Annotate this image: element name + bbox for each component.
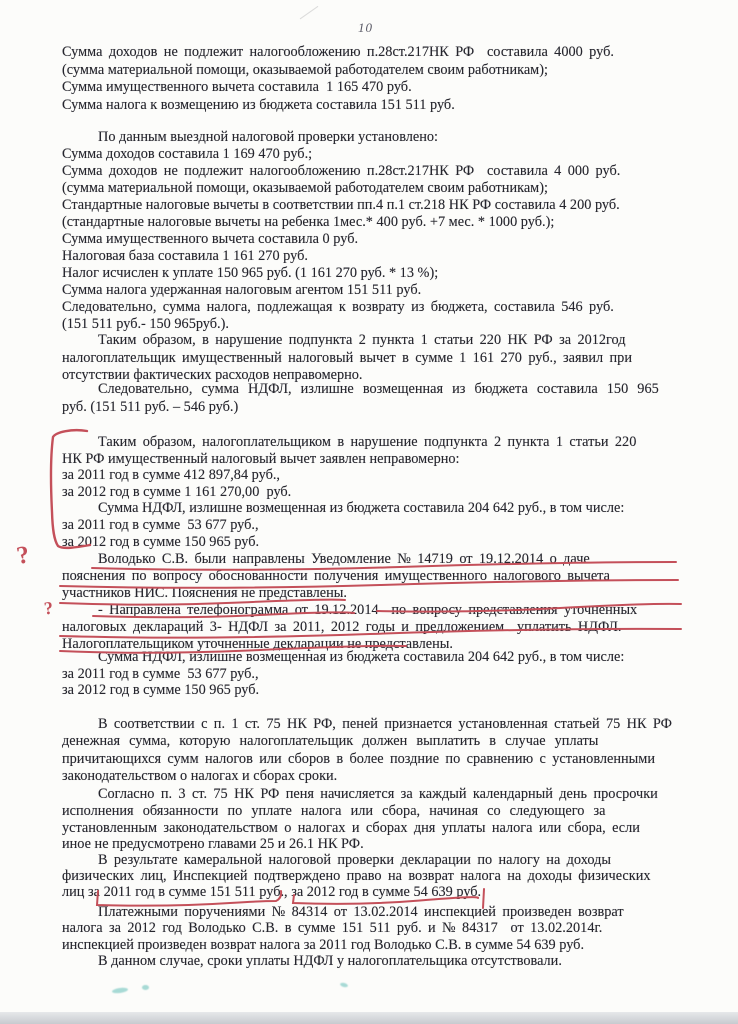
text-line: за 2012 год в сумме 1 161 270,00 руб.	[62, 483, 292, 500]
text-line: Володько С.В. были направлены Уведомление № 14719 от 19.12.2014 о даче	[98, 551, 590, 567]
paragraph-audit-findings	[62, 129, 682, 333]
text-line: Сумма НДФЛ, излишне возмещенная из бюджета составила 204 642 руб., в том числе:	[98, 500, 625, 517]
text-line: - Направлена телефонограмма от 19.12.2014 по вопросу представления уточненных	[98, 602, 638, 618]
question-mark-icon: ?	[14, 541, 32, 570]
scan-edge-shadow	[0, 1012, 738, 1024]
text-line: Следовательно, сумма НДФЛ, излишне возмещенная из бюджета составила 150 965	[98, 381, 659, 397]
text-line: за 2011 год в сумме 53 677 руб.,	[62, 665, 259, 682]
text-line: НК РФ имущественный налоговый вычет заявлен неправомерно:	[62, 450, 460, 467]
page-number: 10	[358, 20, 373, 35]
text-line: Сумма имущественного вычета составила 1 165 470 руб.	[62, 79, 412, 95]
text-line: Налог исчислен к уплате 150 965 руб. (1 161 270 руб. * 13 %);	[62, 265, 439, 281]
text-line: Согласно п. 3 ст. 75 НК РФ пеня начисляется за каждый календарный день просрочки	[98, 786, 658, 802]
text-line: Сумма имущественного вычета составила 0 руб.	[62, 231, 359, 247]
text-line: исполнения обязанности по уплате налога или сбора, начиная со следующего за	[62, 802, 606, 819]
text-line: за 2011 год в сумме 53 677 руб.,	[62, 516, 259, 533]
text-line: денежная сумма, которую налогоплательщик должен выплатить в случае уплаты	[62, 733, 599, 750]
text-line: (стандартные налоговые вычеты на ребенка 1мес.* 400 руб. +7 мес. * 1000 руб.);	[62, 214, 555, 230]
text-line: Сумма НДФЛ, излишне возмещенная из бюджета составила 204 642 руб., в том числе:	[98, 649, 625, 665]
paragraph-violation-summary	[62, 434, 682, 550]
text-line: Следовательно, сумма налога, подлежащая к возврату из бюджета, составила 546 руб.	[62, 299, 614, 315]
paragraph-ndfl-overrefund-2012	[62, 381, 682, 416]
text-line: По данным выездной налоговой проверки установлено:	[98, 129, 439, 145]
text-line: Сумма доходов не подлежит налогообложению п.28ст.217НК РФ составила 4000 руб.	[62, 44, 614, 60]
text-line: участников НИС. Пояснения не представлены.	[62, 585, 347, 601]
paragraph-desk-audit-refund	[62, 853, 682, 900]
text-line: физических лиц, Инспекцией подтверждено право на возврат налога на доходы физических	[62, 867, 651, 884]
paragraph-declared-amounts	[62, 44, 682, 114]
text-line: инспекцией произведен возврат налога за 2011 год Володько С.В. в сумме 54 639 руб.	[62, 936, 585, 953]
text-line: налогоплательщик имущественный налоговый вычет в сумме 1 161 270 руб., заявил при	[62, 349, 632, 366]
text-line: налоговых деклараций 3- НДФЛ за 2011, 2012 годы и предложением уплатить НДФЛ.	[62, 619, 622, 635]
text-line: руб. (151 511 руб. – 546 руб.)	[62, 398, 239, 415]
ink-speck	[142, 985, 149, 990]
ink-speck	[112, 987, 129, 994]
text-line: пояснения по вопросу обоснованности получения имущественного налогового вычета	[62, 568, 610, 584]
text-line: Сумма доходов составила 1 169 470 руб.;	[62, 146, 313, 162]
text-line: В результате камеральной налоговой проверки декларации по налогу на доходы	[98, 852, 611, 868]
text-line: лиц за 2011 год в сумме 151 511 руб., за 2012 год в сумме 54 639 руб.	[62, 883, 482, 900]
text-line: за 2012 год в сумме 150 965 руб.	[62, 682, 260, 698]
text-line: Платежными поручениями № 84314 от 13.02.2014 инспекцией произведен возврат	[98, 904, 624, 920]
paragraph-overrefund-totals	[62, 649, 682, 699]
text-line: Стандартные налоговые вычеты в соответствии пп.4 п.1 ст.218 НК РФ составила 4 200 руб.	[62, 197, 620, 213]
ink-speck	[340, 982, 349, 988]
text-line: (сумма материальной помощи, оказываемой работодателем своим работникам);	[62, 61, 548, 78]
text-line: иное не предусмотрено главами 25 и 26.1 НК РФ.	[62, 836, 364, 853]
text-line: (151 511 руб.- 150 965руб.).	[62, 316, 229, 332]
text-line: Сумма доходов не подлежит налогообложению п.28ст.217НК РФ составила 4 000 руб.	[62, 163, 621, 179]
text-line: Налоговая база составила 1 161 270 руб.	[62, 248, 308, 264]
text-line: установленным законодательством о налогах и сборах дня уплаты налога или сбора, если	[62, 819, 640, 836]
text-line: за 2011 год в сумме 412 897,84 руб.,	[62, 467, 281, 484]
text-line: В данном случае, сроки уплаты НДФЛ у налогоплательщика отсутствовали.	[98, 952, 562, 969]
paragraph-penalty-definition	[62, 716, 682, 785]
text-line: В соответствии с п. 1 ст. 75 НК РФ, пеней признается установленная статьей 75 НК РФ	[98, 716, 672, 732]
text-line: налога за 2012 год Володько С.В. в сумме 151 511 руб. и № 84317 от 13.02.2014г.	[62, 920, 603, 937]
text-line: за 2012 год в сумме 150 965 руб.	[62, 533, 260, 550]
text-line: Таким образом, в нарушение подпункта 2 пункта 1 статьи 220 НК РФ за 2012год	[98, 332, 626, 348]
paragraph-penalty-accrual	[62, 786, 682, 853]
text-line: Налогоплательщиком уточненные декларации не представлены.	[62, 636, 453, 652]
text-line: Сумма налога удержанная налоговым агентом 151 511 руб.	[62, 282, 422, 298]
text-line: (сумма материальной помощи, оказываемой работодателем своим работникам);	[62, 180, 548, 196]
paragraph-notifications	[62, 551, 682, 653]
text-line: Сумма налога к возмещению из бюджета составила 151 511 руб.	[62, 96, 455, 113]
question-mark-icon: ?	[42, 597, 54, 619]
text-line: причитающихся сумм налогов или сборов в более поздние по сравнению с установленными	[62, 750, 655, 767]
paragraph-violation-2012	[62, 332, 682, 385]
paragraph-payment-orders	[62, 904, 682, 969]
text-line: Таким образом, налогоплательщиком в нарушение подпункта 2 пункта 1 статьи 220	[98, 434, 637, 450]
text-line: законодательством о налогах и сборах сроки.	[62, 767, 338, 784]
text-line: отсутствии фактических расходов неправомерно.	[62, 367, 363, 383]
